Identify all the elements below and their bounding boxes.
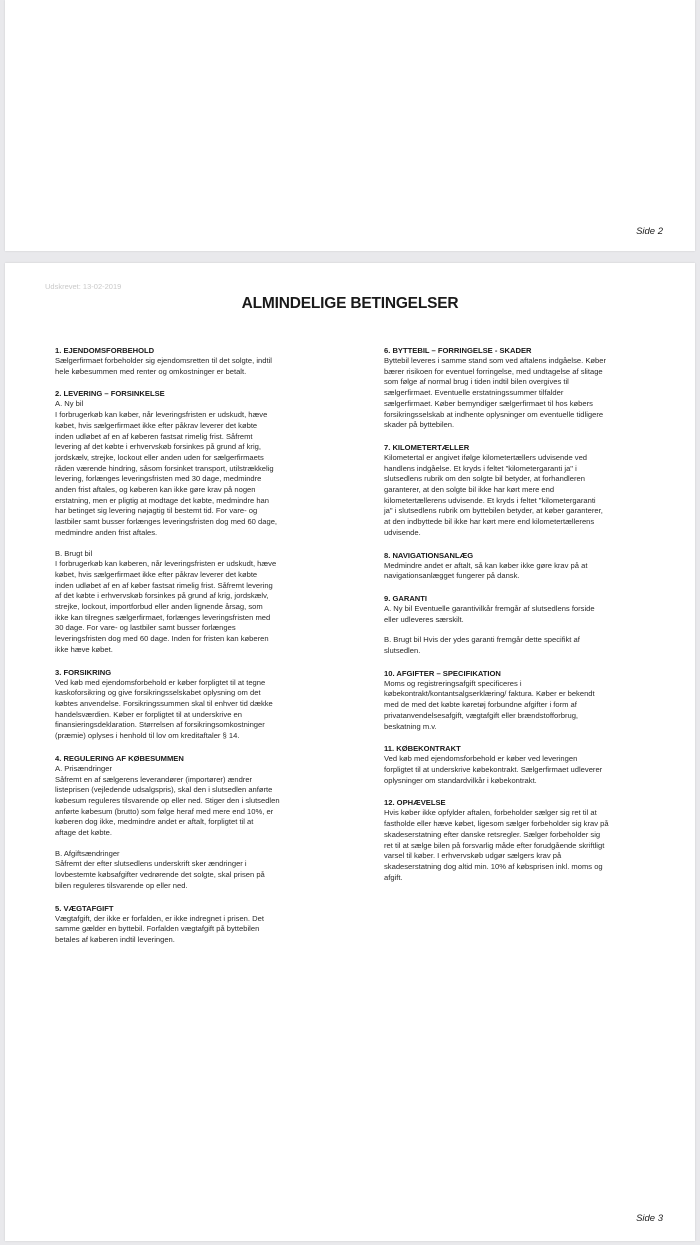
text-line: slutsedlen. — [384, 646, 421, 656]
text-line: (præmie) oplyses i henhold til lov om kreditaftaler § 14. — [55, 731, 240, 741]
text-line: Vægtafgift, der ikke er forfalden, er ikke indregnet i prisen. Det — [55, 913, 264, 923]
text-line: navigationsanlægget fungerer på dansk. — [384, 571, 520, 581]
terms-section — [384, 593, 656, 657]
page-number: Side 3 — [636, 1213, 663, 1224]
terms-section — [384, 743, 656, 786]
terms-section — [384, 550, 656, 582]
section-heading: 3. FORSIKRING — [55, 667, 112, 677]
paragraph-gap — [55, 539, 327, 549]
text-line: ja" i slutsedlens rubrik om byttebilen betyder, at køber garanterer, — [384, 506, 603, 516]
section-heading: 12. OPHÆVELSE — [384, 798, 446, 808]
text-line: Ved køb med ejendomsforbehold er køber ved leveringen — [384, 754, 578, 764]
text-line: A. Prisændringer — [55, 763, 112, 773]
terms-section — [55, 753, 327, 892]
text-line: sælgerfirmaet. Eventuelle erstatningssummer tilfalder — [384, 388, 564, 398]
text-line: slutsedlens rubrik om den solgte bil betyder, at forhandleren — [384, 474, 585, 484]
text-line: Hvis køber ikke opfylder aftalen, forbeholder sælger sig ret til at — [384, 808, 597, 818]
text-line: ikke kan tilregnes sælgerfirmaet, forlænges leveringsfristen med — [55, 612, 271, 622]
text-line: købesum reguleres tilsvarende op eller ned. Stiger den i slutsedlen — [55, 795, 280, 805]
document-page-current — [5, 263, 695, 1241]
text-line: B. Brugt bil Hvis der ydes garanti fremgår dette specifikt af — [384, 635, 580, 645]
text-line: B. Afgiftsændringer — [55, 848, 120, 858]
text-line: Sælgerfirmaet forbeholder sig ejendomsretten til det solgte, indtil — [55, 356, 272, 365]
text-line: lastbiler samt busser forlænges leveringsfristen dog med 60 dage, — [55, 517, 278, 527]
terms-column-left — [55, 345, 327, 957]
section-heading: 8. NAVIGATIONSANLÆG — [384, 550, 474, 560]
text-line: A. Ny bil Eventuelle garantivilkår fremgår af slutsedlens forside — [384, 603, 595, 613]
section-heading: 7. KILOMETERTÆLLER — [384, 442, 470, 452]
text-line: kilometertællerens udvisende. Et kryds i feltet "kilometergaranti — [384, 495, 596, 505]
text-line: privatanvendelsesafgift, vægtafgift eller brændstofforbrug, — [384, 710, 579, 720]
text-line: købet, hvis sælgerfirmaet ikke efter påkrav leverer det købte — [55, 569, 258, 579]
terms-section — [55, 388, 327, 655]
text-line: bilen reguleres tilsvarende op eller ned. — [55, 880, 188, 890]
text-line: Ved køb med ejendomsforbehold er køber forpligtet til at tegne — [55, 677, 266, 687]
text-line: købekontrakt/kontantsalgserklæring/ faktura. Køber er bekendt — [384, 689, 595, 699]
text-line: bærer risikoen for eventuel forringelse, med undtagelse af slitage — [384, 366, 603, 376]
text-line: varsel til køber. I erhvervskøb udgør sælgers krav på — [384, 851, 562, 861]
paragraph-gap — [384, 625, 656, 635]
text-line: sælgerfirmaet. Køber bemyndiger sælgerfirmaet til hos købers — [384, 398, 593, 408]
text-line: beskatning m.v. — [384, 721, 437, 731]
text-line: aftage det købte. — [55, 828, 112, 838]
section-heading: 9. GARANTI — [384, 593, 428, 603]
text-line: inden udløbet af en af køberen fastsat rimelig frist. Såfremt — [55, 431, 253, 441]
document-page-previous — [5, 0, 695, 251]
text-line: købet, hvis sælgerfirmaet ikke efter påkrav leverer det købte — [55, 420, 258, 430]
text-line: hele købesummen med renter og omkostninger er betalt. — [55, 366, 247, 376]
text-line: jordskælv, strejke, lockout eller anden uden for sælgerfirmaets — [55, 452, 264, 462]
text-line: strejke, lockout, importforbud eller anden lignende årsag, som — [55, 602, 263, 612]
text-line: leveringsfristen dog med 60 dage. Inden for fristen kan køberen — [55, 634, 269, 644]
text-line: levering, forlænges leveringsfristen med 30 dage, medmindre — [55, 474, 262, 484]
text-line: ikke hæve købet. — [55, 644, 113, 654]
text-line: skadeserstatning efter danske retsregler. Sælger forbeholder sig — [384, 829, 601, 839]
text-line: handlens indgåelse. Et kryds i feltet "kilometergaranti ja" i — [384, 463, 577, 473]
text-line: A. Ny bil — [55, 399, 84, 409]
text-line: Såfremt en af sælgerens leverandører (importører) ændrer — [55, 774, 253, 784]
text-line: at den indbyttede bil ikke har kørt mere end kilometertællerens — [384, 517, 595, 527]
section-heading: 11. KØBEKONTRAKT — [384, 744, 461, 754]
section-heading: 2. LEVERING – FORSINKELSE — [55, 389, 165, 399]
page-number: Side 2 — [636, 226, 663, 237]
text-line: B. Brugt bil — [55, 548, 93, 558]
text-line: skader på byttebilen. — [384, 420, 455, 430]
terms-section — [55, 345, 327, 377]
text-line: samme gælder en byttebil. Forfalden vægtafgift på byttebilen — [55, 924, 260, 934]
text-line: udvisende. — [384, 527, 421, 537]
terms-section — [384, 668, 656, 733]
document-title: ALMINDELIGE BETINGELSER — [241, 295, 459, 312]
text-line: som følge af normal brug i tiden indtil bilen overgives til — [384, 377, 569, 387]
text-line: betales af køberen indtil leveringen. — [55, 934, 175, 944]
text-line: forpligtet til at underskrive købekontrakt. Sælgerfirmaet udleverer — [384, 764, 603, 774]
printed-date: Udskrevet: 13-02-2019 — [45, 282, 122, 291]
text-line: Såfremt der efter slutsedlens underskrift sker ændringer i — [55, 859, 247, 869]
section-heading: 5. VÆGTAFGIFT — [55, 903, 114, 913]
paragraph-gap — [55, 839, 327, 849]
text-line: Medmindre andet er aftalt, så kan køber ikke gøre krav på at — [384, 560, 588, 570]
text-line: I forbrugerkøb kan køber, når leveringsfristen er udskudt, hæve — [55, 410, 268, 420]
text-line: lovbestemte købsafgifter vedrørende det solgte, skal prisen på — [55, 870, 265, 880]
text-line: skadeserstatning dog altid min. 10% af købsprisen inkl. moms og — [384, 861, 603, 871]
text-line: oplysninger om standardvilkår i købekontrakt. — [384, 775, 537, 785]
terms-section — [384, 797, 656, 883]
section-heading: 4. REGULERING AF KØBESUMMEN — [55, 753, 184, 763]
text-line: køberen dog ikke, medmindre andet er aftalt, forpligtet til at — [55, 817, 254, 827]
text-line: har betinget sig levering nøjagtig til bestemt tid. For vare- og — [55, 506, 258, 516]
text-line: afgift. — [384, 872, 403, 882]
terms-column-right — [384, 345, 656, 894]
text-line: handelsværdien. Køber er forpligtet til at underskrive en — [55, 709, 242, 719]
text-line: med de med det købte køretøj forbundne afgifter i form af — [384, 700, 577, 710]
text-line: Moms og registreringsafgift specificeres i — [384, 678, 522, 688]
text-line: listeprisen (vejledende udsalgspris), skal den i slutsedlen anførte — [55, 785, 273, 795]
text-line: inden udløbet af en af køber fastsat rimelig frist. Såfremt levering — [55, 580, 273, 590]
text-line: erstatning, men er pligtig at modtage det købte, medmindre han — [55, 495, 270, 505]
text-line: garanterer, at den solgte bil ikke har kørt mere end — [384, 485, 555, 495]
text-line: ret til at sælge bilen på forsvarlig måde efter forudgående skriftligt — [384, 840, 605, 850]
section-heading: 6. BYTTEBIL – FORRINGELSE - SKADER — [384, 346, 532, 355]
text-line: Kilometertal er angivet ifølge kilometertællers udvisende ved — [384, 452, 588, 462]
text-line: af det købte i erhvervskøb forsinkes på grund af krig, jordskælv, — [55, 591, 269, 601]
text-line: medmindre anden frist aftales. — [55, 527, 158, 537]
text-line: finansieringsdeklaration. Størrelsen af forsikringsomkostninger — [55, 720, 265, 730]
terms-section — [55, 667, 327, 742]
terms-section — [55, 903, 327, 946]
text-line: 30 dage. For vare- og lastbiler samt busser forlænges — [55, 623, 236, 633]
text-line: fastholde eller hæve købet, ligesom sælger forbeholder sig krav på — [384, 819, 609, 829]
text-line: forsikringsselskab at indhente oplysninger om eventuelle tidligere — [384, 409, 604, 419]
terms-section — [384, 345, 656, 431]
text-line: købtes anvendelse. Forsikringssummen skal til enhver tid dække — [55, 698, 273, 708]
section-heading: 10. AFGIFTER – SPECIFIKATION — [384, 668, 501, 678]
text-line: kaskoforsikring og give forsikringsselskabet oplysning om det — [55, 688, 261, 698]
terms-section — [384, 442, 656, 539]
text-line: råden værende hindring, såsom forsinket transport, utilstrækkelig — [55, 463, 274, 473]
text-line: anførte købesum (brutto) som følge heraf med mere end 10%, er — [55, 806, 274, 816]
section-heading: 1. EJENDOMSFORBEHOLD — [55, 346, 155, 355]
text-line: Byttebil leveres i samme stand som ved aftalens indgåelse. Køber — [384, 356, 607, 365]
text-line: I forbrugerkøb kan køberen, når leveringsfristen er udskudt, hæve — [55, 559, 277, 569]
text-line: eller udleveres særskilt. — [384, 614, 464, 624]
text-line: levering af det købte i erhvervskøb forsinkes på grund af krig, — [55, 442, 261, 452]
text-line: anden frist aftales, og køberen kan ikke gøre krav på nogen — [55, 485, 256, 495]
